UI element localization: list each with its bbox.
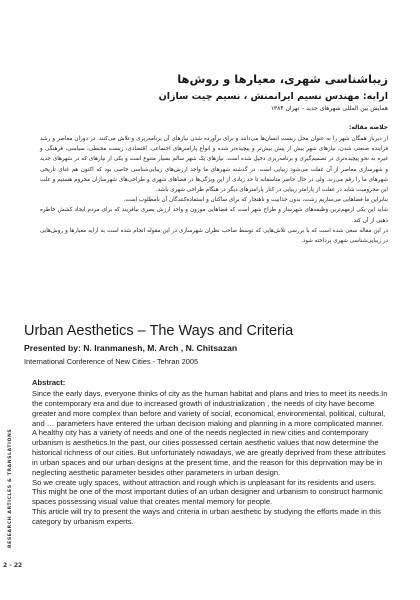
english-paragraph: A healthy city has a variety of needs and one of the needs neglected in new cities and contemporary urbanism is aesthetics.In the past, our cities possessed certain aesthetic values that now determine the historical richness of our cities. But unfortunately nowadays, we are greatly deprived from these attributes in urban spaces and our urban designs at the present time, and the reason for this deprivation may be in neglecting aesthetic parameter besides other parameters in urban design.	[32, 428, 386, 477]
english-paragraph: This article will try to present the ways and criteria in urban aesthetic by studying the efforts made in this category by urbanism experts.	[32, 507, 381, 526]
persian-paragraph: از دیرباز همگان شهر را به عنوان محل زیست انسان‌ها می‌دانند و برای برآورده شدن نیازهای آن برنامه‌ریزی و تلاش می‌کنند. در دوران معاصر و رشد فزاینده صنعتی شدن، نیازهای شهر بیش از پیش بیش‌تر و پیچیده‌تر شده و انواع پارامترهای اجتماعی، اقتصادی، زیست محیطی، سیاسی، فرهنگی و غیره به نحو پیچیده‌تری در تصمیم‌گیری و برنامه‌ریزی دخیل شده است. نیازهای یک شهر سالم بسیار متنوع است و یکی از نیازهای که در شهرهای جدید و شهرسازی معاصر از آن غفلت می‌شود زیبایی است. در گذشته شهرهای ما واجد ارزش‌های زیبایی‌شناسی خاصی بود که اکنون هم غنای تاریخی شهرهای ما را رقم می‌زند. ولی در حال حاضر متاسفانه تا حد زیادی از این ویژگی‌ها در فضاهای شهری و طراحی‌های شهرسازان محروم هستیم و علت این محرومیت شاید در غفلت از پارامتر زیبایی در کنار پارامترهای دیگر در هنگام طراحی شهری باشد.	[40, 136, 388, 194]
persian-abstract-heading: خلاصه مقاله:	[349, 124, 388, 131]
persian-paragraph: در این مقاله سعی شده است که با بررسی تلاش‌هایی که توسط صاحب نظران شهرسازی در این مقوله انجام شده است به ارایه معیارها و روش‌هایی در زیبایی‌شناسی شهری پرداخته شود.	[40, 227, 388, 245]
persian-title: زیباشناسی شهری، معیارها و روش‌ها	[177, 72, 388, 86]
english-conference: International Conference of New Cities - Tehran 2005	[24, 357, 199, 366]
english-abstract-body	[32, 389, 392, 527]
page-number: 2 - 22	[3, 562, 23, 569]
persian-paragraph: بنابراین ما فضاهایی می‌سازیم زشت، بدون جذابیت و ناهنجار که برای ساکنان و استفاده‌کنندگان آن نامطلوب است.	[123, 197, 388, 204]
persian-byline: ارایه: مهندس نسیم ایرانمنش ، نسیم چیت سازان	[158, 91, 388, 102]
english-paragraph: So we create ugly spaces, without attraction and rough which is unpleasant for its residents and users. This might be one of the most important duties of an urban designer and urbanism to construct harmonic spaces possessing visual value that creates mental memory for people.	[32, 477, 383, 507]
english-presented-by: Presented by: N. Iranmanesh, M. Arch , N. Chitsazan	[24, 343, 238, 353]
persian-paragraph: شاید این یکی ازمهم‌ترین وظیفه‌های شهرساز و طراح شهر است که فضاهایی موزون و واجد ارزش بصری بیافریند که برای مردم ایجاد کشش خاطره ذهنی از آن کند.	[40, 207, 388, 224]
persian-abstract-body	[40, 134, 388, 246]
english-paragraph: Since the early days, everyone thinks of city as the human habitat and plans and tries to meet its needs.In the contemporary era and due to increased growth of industrialization , the needs of city have become greater and more complex than before and variety of social, economical, environmental, political, cultural, and … parameters have entered the urban decision making and planning in a more complicated manner.	[32, 389, 388, 428]
section-side-label: RESEARCH ARTICLES & TRANSLATIONS	[8, 428, 13, 548]
english-abstract-heading: Abstract:	[32, 378, 66, 387]
persian-conference: همایش بین المللی شهرهای جدید – تهران ۱۳۸۴	[270, 105, 388, 112]
english-title: Urban Aesthetics – The Ways and Criteria	[24, 323, 294, 339]
